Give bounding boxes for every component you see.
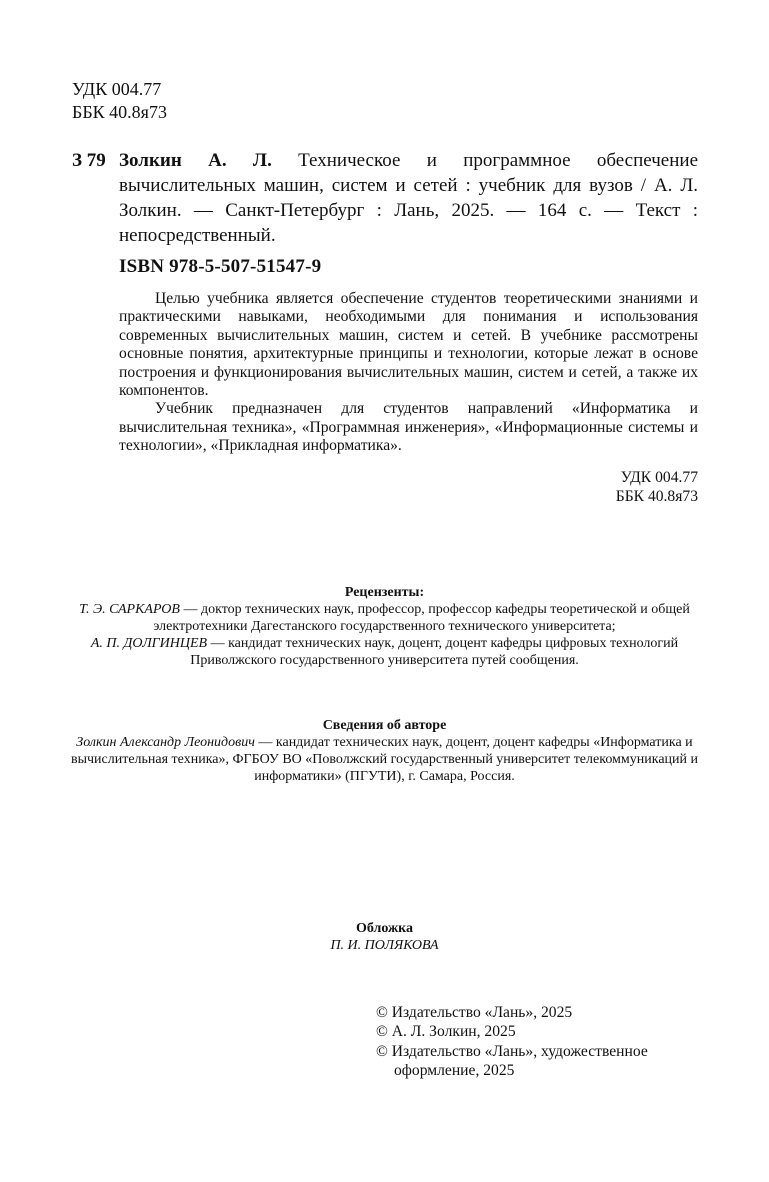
abstract-paragraph: Учебник предназначен для студентов направлений «Информатика и вычислительная техника», «Программная инженерия», «Информационные системы и технологии», «Прикладная информатика». bbox=[119, 400, 698, 455]
author-info bbox=[60, 717, 709, 785]
udk-code: УДК 004.77 bbox=[72, 79, 162, 99]
bibliographic-entry bbox=[72, 148, 698, 248]
classification-codes-bottom bbox=[540, 469, 698, 506]
reviewers-heading: Рецензенты: bbox=[344, 585, 425, 600]
author-mark: З 79 bbox=[72, 150, 106, 171]
author-name: Золкин Александр Леонидович bbox=[76, 735, 255, 750]
reviewers bbox=[60, 584, 709, 669]
entry-description: Техническое и программное обеспечение вычислительных машин, систем и сетей : учебник для вузов / А. Л. Золкин. — Санкт-Петербург : Лань, 2025. — 164 с. — Текст : непосредственный. bbox=[119, 150, 698, 246]
abstract bbox=[119, 290, 698, 456]
reviewer bbox=[60, 601, 709, 635]
udk-code: УДК 004.77 bbox=[620, 469, 698, 486]
bbk-code: ББК 40.8я73 bbox=[615, 487, 698, 505]
copyright-notices bbox=[376, 1003, 706, 1081]
reviewer-name: А. П. ДОЛГИНЦЕВ bbox=[90, 636, 208, 651]
bbk-code: ББК 40.8я73 bbox=[72, 102, 167, 122]
reviewer-name: Т. Э. САРКАРОВ bbox=[79, 602, 180, 617]
cover-designer bbox=[60, 937, 709, 954]
entry-body bbox=[119, 148, 698, 248]
abstract-paragraph: Целью учебника является обеспечение студентов теоретическими знаниями и практическими навыками, необходимыми для понимания и использования современных вычислительных машин, систем и сетей. В учебнике рассмотрены основные понятия, архитектурные принципы и технологии, которые лежат в основе построения и функционирования вычислительных машин, систем и сетей, а также их компонентов. bbox=[119, 290, 698, 400]
entry-author: Золкин А. Л. bbox=[119, 150, 272, 171]
cover-heading: Обложка bbox=[355, 921, 414, 936]
author-description: — кандидат технических наук, доцент, доцент кафедры «Информатика и вычислительная техника», ФГБОУ ВО «Поволжский государственный университет телекоммуникаций и информатики» (ПГУТИ), г. Самара, Россия. bbox=[70, 735, 699, 784]
reviewer-description: — доктор технических наук, профессор, профессор кафедры теоретической и общей электротехники Дагестанского государственного технического университета; bbox=[153, 602, 690, 634]
copyright-line: © Издательство «Лань», художественное оформление, 2025 bbox=[376, 1042, 648, 1080]
copyright-line: © Издательство «Лань», 2025 bbox=[376, 1004, 573, 1021]
reviewer bbox=[60, 635, 709, 669]
isbn: ISBN 978-5-507-51547-9 bbox=[119, 256, 322, 277]
author-info-heading: Сведения об авторе bbox=[322, 718, 447, 733]
copyright-line: © А. Л. Золкин, 2025 bbox=[376, 1023, 516, 1041]
classification-codes-top bbox=[72, 78, 167, 124]
cover-designer-name: П. И. ПОЛЯКОВА bbox=[330, 938, 439, 953]
author-info-text bbox=[60, 734, 709, 785]
cover-credit bbox=[60, 920, 709, 954]
reviewer-description: — кандидат технических наук, доцент, доцент кафедры цифровых технологий Приволжского государственного университета путей сообщения. bbox=[190, 636, 679, 668]
